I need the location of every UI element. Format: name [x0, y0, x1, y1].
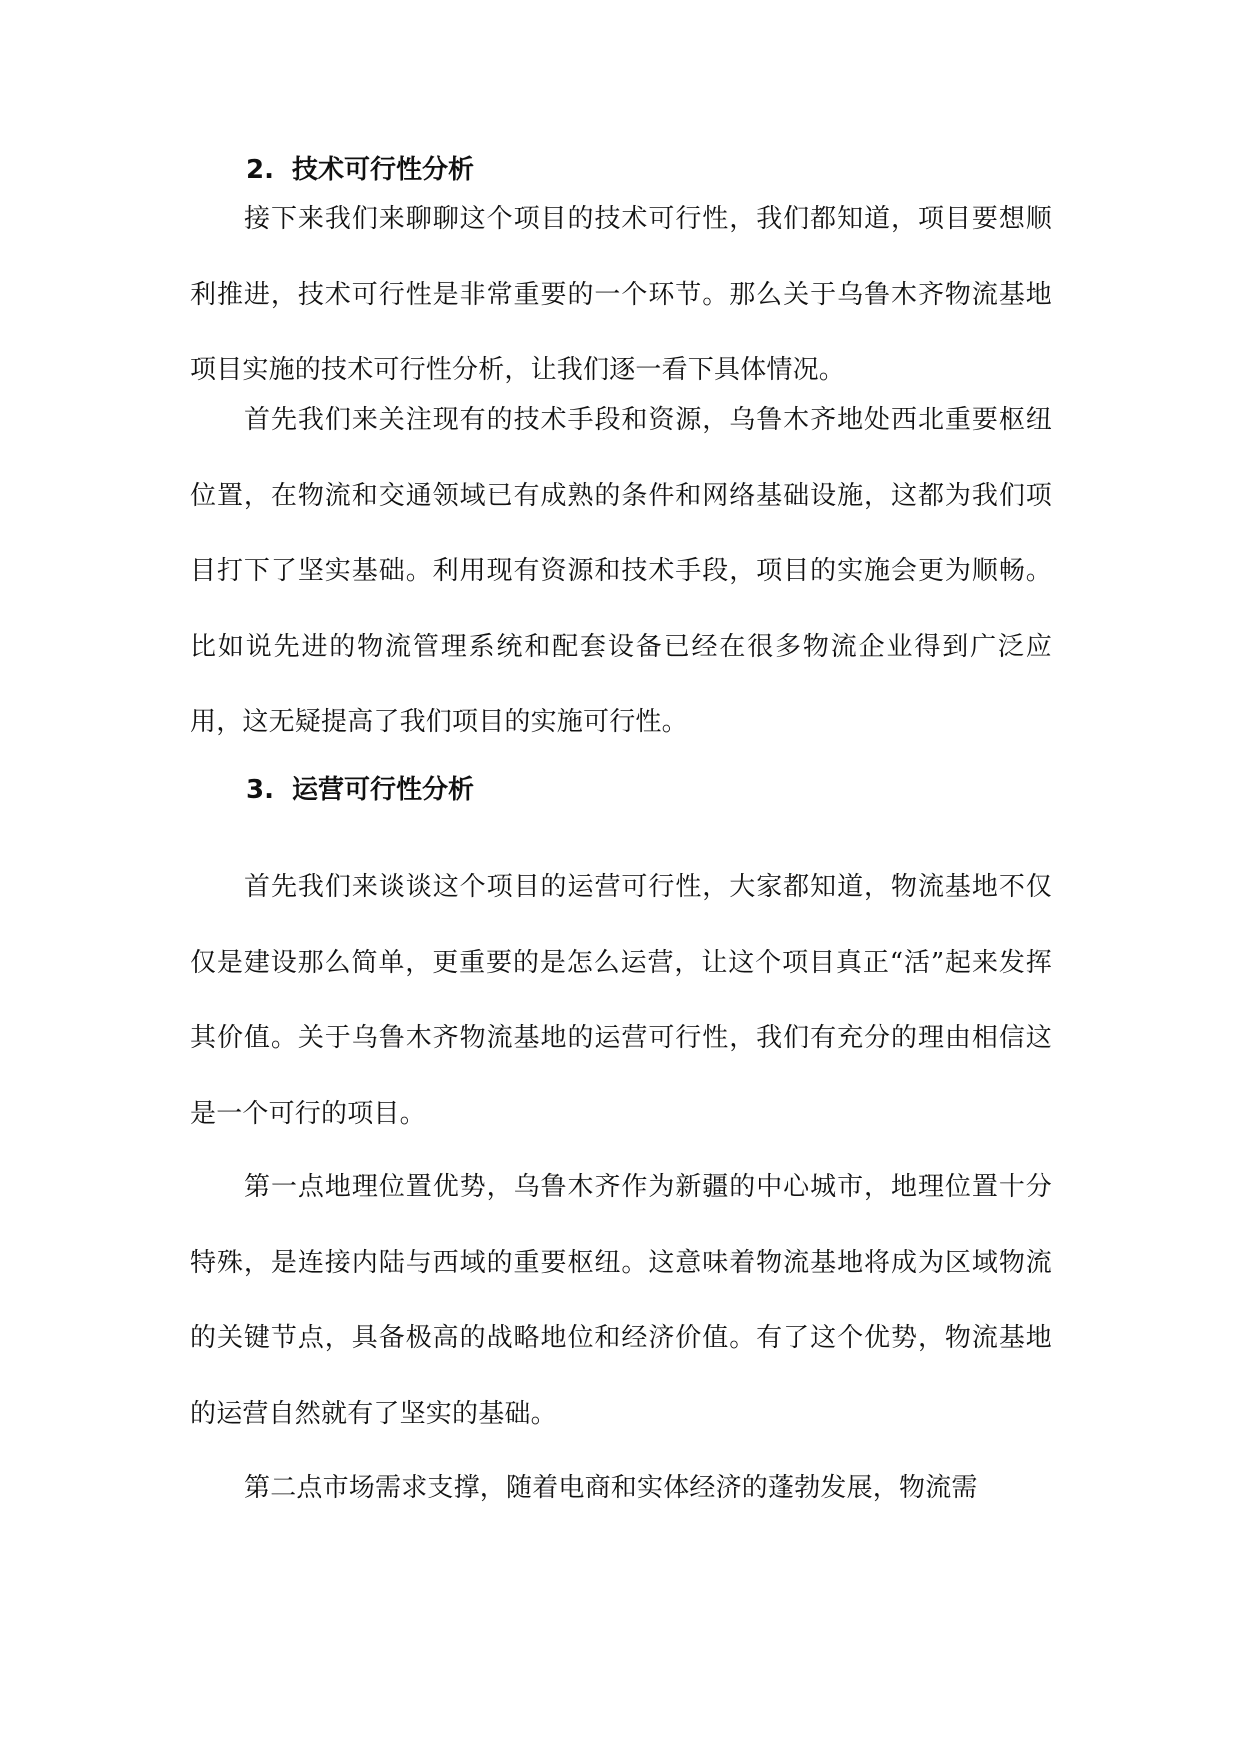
paragraph: 第一点地理位置优势，乌鲁木齐作为新疆的中心城市，地理位置十分特殊，是连接内陆与西域的重要枢纽。这意味着物流基地将成为区域物流的关键节点，具备极高的战略地位和经济价值。有了这个优势，物流基地的运营自然就有了坚实的基础。: [190, 1172, 1052, 1429]
paragraph: 接下来我们来聊聊这个项目的技术可行性，我们都知道，项目要想顺利推进，技术可行性是非常重要的一个环节。那么关于乌鲁木齐物流基地项目实施的技术可行性分析，让我们逐一看下具体情况。: [190, 204, 1052, 385]
section-title: 运营可行性分析: [292, 775, 475, 805]
paragraph: 首先我们来关注现有的技术手段和资源，乌鲁木齐地处西北重要枢纽位置，在物流和交通领域已有成熟的条件和网络基础设施，这都为我们项目打下了坚实基础。利用现有资源和技术手段，项目的实施会更为顺畅。比如说先进的物流管理系统和配套设备已经在很多物流企业得到广泛应用，这无疑提高了我们项目的实施可行性。: [190, 405, 1052, 737]
section-heading: [246, 770, 474, 810]
section-number: 3.: [246, 775, 274, 805]
section-title: 技术可行性分析: [292, 155, 475, 185]
section-number: 2.: [246, 155, 274, 185]
paragraph: 第二点市场需求支撑，随着电商和实体经济的蓬勃发展，物流需: [244, 1473, 978, 1503]
paragraph: 首先我们来谈谈这个项目的运营可行性，大家都知道，物流基地不仅仅是建设那么简单，更重要的是怎么运营，让这个项目真正“活”起来发挥其价值。关于乌鲁木齐物流基地的运营可行性，我们有充分的理由相信这是一个可行的项目。: [190, 872, 1052, 1129]
